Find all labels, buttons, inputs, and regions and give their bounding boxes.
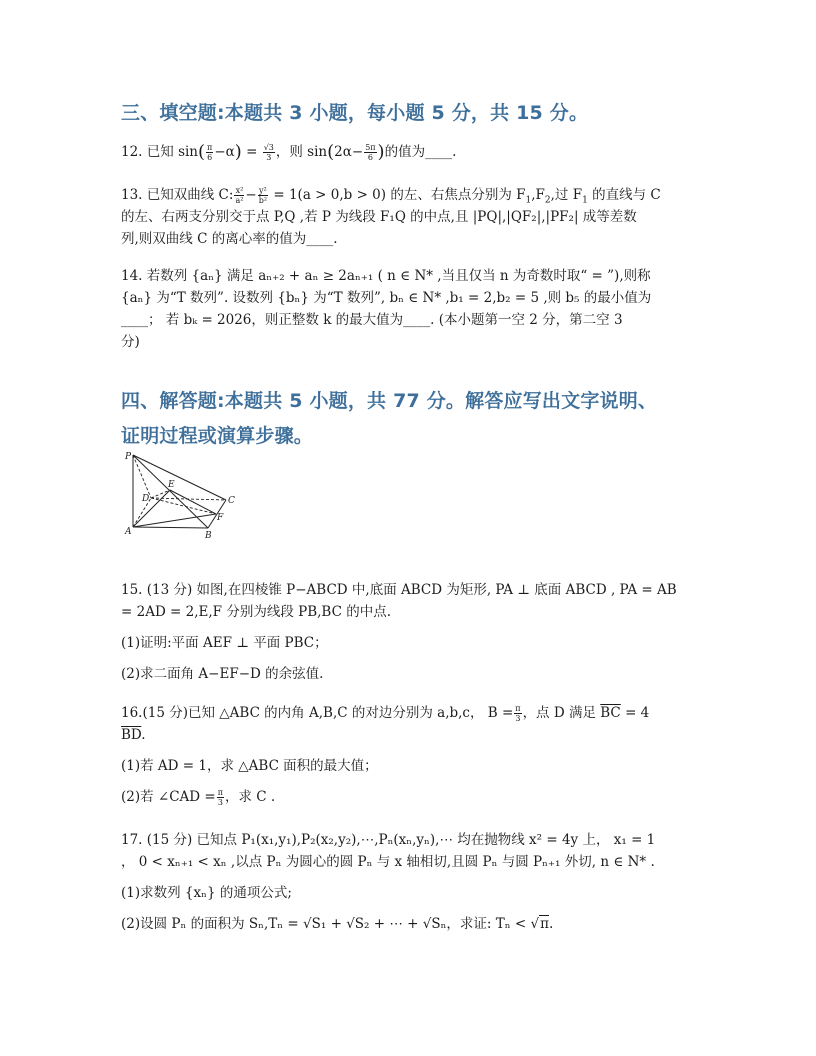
edge-DF: [151, 498, 216, 514]
q14-line1: 14. 若数列 {aₙ} 满足 aₙ₊₂ + aₙ ≥ 2aₙ₊₁ ( n ∈ N* ,当且仅当 n 为奇数时取“ = ”),则称: [121, 268, 651, 284]
fraction-pi-3: $\frac{\pi}{3}$: [515, 704, 521, 723]
label-F: F: [217, 513, 224, 523]
q14-line4: 分): [121, 334, 140, 350]
vector-BC: $\overline{BC}$: [600, 705, 621, 721]
pyramid-figure: [118, 450, 243, 540]
label-B: B: [205, 531, 212, 540]
fraction-sqrt3-3: $\frac{√3}{3}$: [263, 143, 274, 162]
fraction-pi-3-b: $\frac{\pi}{3}$: [217, 788, 223, 807]
fraction-y2-b2: $\frac{\text{y²}}{\text{b²}}$: [258, 186, 268, 205]
question-13: 13. 已知双曲线 C: $\frac{\text{x²}}{\text{a²}}$ − $\frac{\text{y²}}{\text{b²}}$ = 1(a > 0,b > 0) 的左、右焦点分别为 $F_1,F_2$,过 $F_1$ 的直线与 C 的左、右两支分别交于点 P,Q ,若 P 为线段 F₁Q 的中点,且 |PQ|,|QF₂|,|PF₂| 成等差数 列,则双曲线 C 的离心率的值为____.: [121, 184, 696, 250]
edge-EF: [170, 490, 216, 514]
q12-prefix: 12. 已知: [121, 144, 174, 160]
edge-AB: [133, 527, 208, 528]
fraction-5pi-6: $\frac{5\pi}{6}$: [365, 143, 376, 162]
q15-line2: = 2AD = 2,E,F 分别为线段 PB,BC 的中点.: [121, 604, 392, 620]
q14-line2: {aₙ} 为“T 数列”. 设数列 {bₙ} 为“T 数列”, bₙ ∈ N* ,b₁ = 2,b₂ = 5 ,则 b₅ 的最小值为: [121, 290, 652, 306]
q12-sin: sin: [178, 144, 199, 160]
q15-part2: (2)求二面角 A−EF−D 的余弦值.: [121, 666, 324, 682]
edge-AE: [133, 490, 170, 527]
q12-mid: ，则: [275, 144, 303, 160]
question-17: 17. (15 分) 已知点 P₁(x₁,y₁),P₂(x₂,y₂),⋯,Pₙ(xₙ,yₙ),⋯ 均在抛物线 x² = 4y 上， x₁ = 1 ， 0 < xₙ₊₁ < xₙ ,以点 Pₙ 为圆心的圆 Pₙ 与 x 轴相切,且圆 Pₙ 与圆 Pₙ₊₁ 外切, n ∈ N* . (1)求数列 {xₙ} 的通项公式; (2)设圆 Pₙ 的面积为 Sₙ,Tₙ = √S₁ + √S₂ + ⋯ + √Sₙ，求证: Tₙ < √π.: [121, 829, 696, 935]
label-P: P: [125, 452, 132, 462]
question-12: 12. 已知 sin( $\frac{\pi}{6}$ −α) = $\frac{√3}{3}$ ，则 sin(2α− $\frac{5\pi}{6}$ )的值为____.: [121, 141, 457, 163]
question-14: [121, 265, 696, 353]
vector-BD: $\overline{BD}$: [121, 727, 142, 743]
sqrt-pi: π: [540, 916, 550, 932]
fraction-x2-a2: $\frac{\text{x²}}{\text{a²}}$: [235, 186, 244, 205]
q17-part1: (1)求数列 {xₙ} 的通项公式;: [121, 885, 292, 901]
label-E: E: [168, 480, 175, 490]
section-heading-fill-in: 三、填空题:本题共 3 小题，每小题 5 分，共 15 分。: [121, 102, 589, 124]
section-heading-solutions: 四、解答题:本题共 5 小题，共 77 分。解答应写出文字说明、 证明过程或演算步骤。: [121, 390, 658, 447]
q16-part1: (1)若 AD = 1，求 △ABC 面积的最大值；: [121, 758, 378, 774]
q17-line1: 17. (15 分) 已知点 P₁(x₁,y₁),P₂(x₂,y₂),⋯,Pₙ(xₙ,yₙ),⋯ 均在抛物线 x² = 4y 上， x₁ = 1: [121, 832, 656, 848]
q17-line2: ， 0 < xₙ₊₁ < xₙ ,以点 Pₙ 为圆心的圆 Pₙ 与 x 轴相切,且圆 Pₙ 与圆 Pₙ₊₁ 外切, n ∈ N* .: [121, 854, 655, 870]
q13-line3: 列,则双曲线 C 的离心率的值为____.: [121, 231, 338, 247]
fraction-pi-6: $\frac{\pi}{6}$: [207, 143, 213, 162]
edge-AF: [133, 514, 216, 527]
q14-line3: ____； 若 bₖ = 2026，则正整数 k 的最大值为____. (本小题第一空 2 分，第二空 3: [121, 312, 623, 328]
q15-line1: 15. (13 分) 如图,在四棱锥 P−ABCD 中,底面 ABCD 为矩形, PA ⊥ 底面 ABCD , PA = AB: [121, 582, 677, 598]
label-A: A: [125, 527, 132, 537]
q12-suffix: 的值为____.: [384, 144, 457, 160]
question-15: [121, 579, 696, 685]
edge-PD: [133, 455, 151, 498]
label-C: C: [228, 496, 235, 506]
q15-part1: (1)证明:平面 AEF ⊥ 平面 PBC；: [121, 635, 328, 651]
edge-DE: [151, 490, 170, 498]
label-D: D: [142, 494, 150, 504]
question-16: 16.(15 分)已知 △ABC 的内角 A,B,C 的对边分别为 a,b,c， B = $\frac{\pi}{3}$ ，点 D 满足 $\overline{BC} = 4$ $\overline{BD}$. (1)若 AD = 1，求 △ABC 面积的最大值； (2)若 ∠CAD = $\frac{\pi}{3}$ ，求 C .: [121, 702, 696, 808]
q13-line2: 的左、右两支分别交于点 P,Q ,若 P 为线段 F₁Q 的中点,且 |PQ|,|QF₂|,|PF₂| 成等差数: [121, 209, 637, 225]
